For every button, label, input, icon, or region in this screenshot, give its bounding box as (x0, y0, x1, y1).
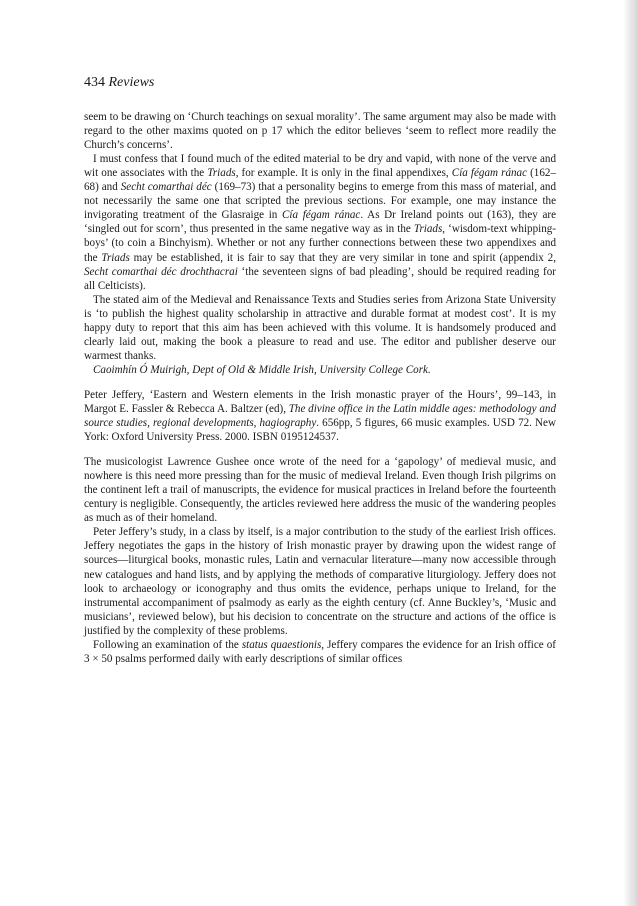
running-title: Reviews (108, 75, 155, 90)
italic-text: Cía fégam ránac (451, 167, 528, 180)
italic-text: Cía fégam ránac (282, 209, 361, 222)
review2-paragraph-3: Following an examination of the status quaestionis, Jeffery compares the evidence for an Irish office of 3 × 50 psalms performed daily with early descriptions of similar offices (84, 638, 556, 665)
review2-paragraph-2: Peter Jeffery’s study, in a class by itself, is a major contribution to the study of the earliest Irish offices. Jeffery negotiates the gaps in the history of Irish monastic prayer by drawing upon the widest range of sources—liturgical books, monastic rules, Latin and vernacular literature—many now accessible through new catalogues and hand lists, and by applying the methods of comparative liturgiology. Jeffery does not look to archaeology or iconography and thus omits the evidence, perhaps unique to Ireland, for the instrumental accompaniment of psalmody as early as the eighth century (cf. Anne Buckley’s, ‘Music and musicians’, reviewed below), but his decision to concentrate on the structure and actions of the office is justified by the complexity of these problems. (84, 526, 556, 637)
italic-text: Triads (101, 251, 130, 264)
running-head (84, 76, 556, 90)
italic-text: The divine office in the Latin middle ages: methodology and source studies, regional developments, hagiography (84, 402, 556, 430)
review1-paragraph-2: I must confess that I found much of the edited material to be dry and vapid, with none of the verve and wit one associates with the Triads, for example. It is only in the final appendixes, Cía fégam ránac (162–68) and Secht comarthai déc (169–73) that a personality begins to emerge from this mass of material, and not necessarily the same one that scripted the previous sections. For example, one may instance the invigorating treatment of the Glasraige in Cía fégam ránac. As Dr Ireland points out (163), they are ‘singled out for scorn’, thus presented in the same negative way as in the Triads, ‘wisdom-text whipping-boys’ (to coin a Binchyism). Whether or not any further connections between these two appendixes and the Triads may be established, it is fair to say that they are very similar in tone and spirit (appendix 2, Secht comarthai déc drochthacrai ‘the seventeen signs of bad pleading’, should be required reading for all Celticists). (84, 153, 556, 292)
review1-paragraph-1: seem to be drawing on ‘Church teachings on sexual morality’. The same argument may also be made with regard to the other maxims quoted on p 17 which the editor believes ‘seem to reflect more readily the Church’s concerns’. (84, 111, 556, 152)
review1-signature: Caoimhín Ó Muirigh, Dept of Old & Middle Irish, University College Cork. (93, 363, 431, 376)
page-body (84, 76, 556, 666)
italic-text: Secht comarthai déc drochthacrai (84, 265, 238, 278)
italic-text: Triads (413, 223, 443, 236)
italic-text: Triads (207, 167, 236, 180)
review2-citation: Peter Jeffery, ‘Eastern and Western elements in the Irish monastic prayer of the Hours’, 99–143, in Margot E. Fassler & Rebecca A. Baltzer (ed), The divine office in the Latin middle ages: methodology and source studies, regional developments, hagiography. 656pp, 5 figures, 66 music examples. USD 72. New York: Oxford University Press. 2000. ISBN 0195124537. (84, 388, 556, 444)
page-number: 434 (84, 75, 105, 90)
review1-paragraph-3: The stated aim of the Medieval and Renaissance Texts and Studies series from Arizona State University is ‘to publish the highest quality scholarship in attractive and durable format at modest cost’. It is my happy duty to report that this aim has been achieved with this volume. It is handsomely produced and clearly laid out, making the book a pleasure to read and use. The editor and publisher deserve our warmest thanks. (84, 293, 556, 362)
italic-text: status quaestionis (241, 638, 322, 651)
italic-text: Secht comarthai déc (120, 181, 212, 194)
page-edge-shadow (623, 0, 637, 906)
review2-paragraph-1: The musicologist Lawrence Gushee once wrote of the need for a ‘gapology’ of medieval music, and nowhere is this need more pressing than for the music of medieval Ireland. Even though Irish pilgrims on the continent left a trail of manuscripts, the evidence for musical practices in Ireland before the fourteenth century is negligible. Consequently, the articles reviewed here address the music of the wandering peoples as much as of their homeland. (84, 456, 556, 525)
